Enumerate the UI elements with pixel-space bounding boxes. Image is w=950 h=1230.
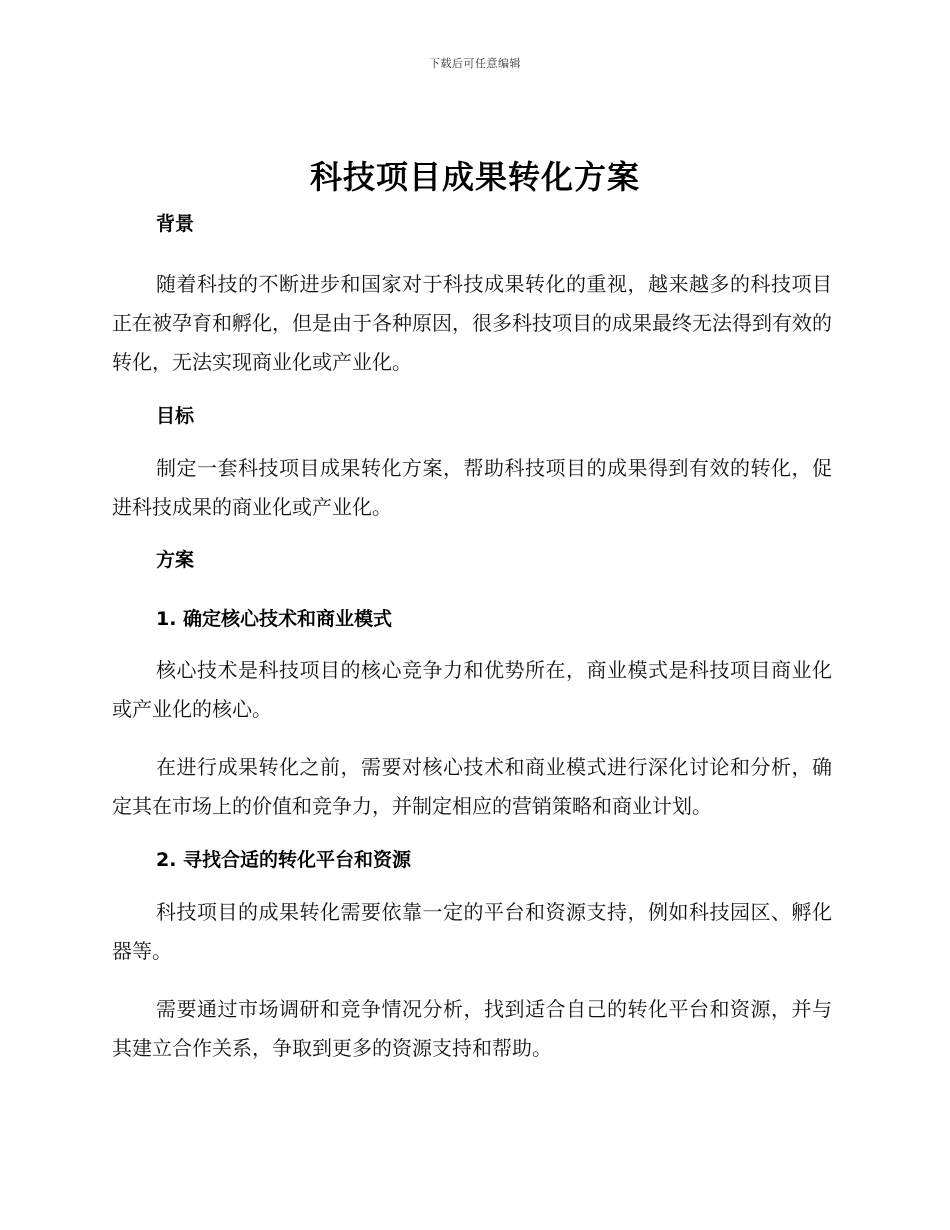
- paragraph-step1-core: 核心技术是科技项目的核心竞争力和优势所在，商业模式是科技项目商业化或产业化的核心。: [112, 658, 832, 721]
- section-heading-background: 背景: [156, 213, 195, 235]
- subheading-step2: 2. 寻找合适的转化平台和资源: [156, 849, 412, 871]
- paragraph-step2-platform: 科技项目的成果转化需要依靠一定的平台和资源支持，例如科技园区、孵化器等。: [112, 900, 832, 963]
- subheading-step1: 1. 确定核心技术和商业模式: [156, 608, 393, 630]
- paragraph-goal: 制定一套科技项目成果转化方案，帮助科技项目的成果得到有效的转化，促进科技成果的商业化或产业化。: [112, 456, 832, 519]
- header-note: 下载后可任意编辑: [429, 57, 521, 70]
- section-heading-goal: 目标: [156, 405, 195, 427]
- paragraph-step2-research: 需要通过市场调研和竞争情况分析，找到适合自己的转化平台和资源，并与其建立合作关系，争取到更多的资源支持和帮助。: [112, 997, 832, 1060]
- paragraph-background: 随着科技的不断进步和国家对于科技成果转化的重视，越来越多的科技项目正在被孕育和孵化，但是由于各种原因，很多科技项目的成果最终无法得到有效的转化，无法实现商业化或产业化。: [112, 272, 832, 374]
- document-title: 科技项目成果转化方案: [309, 158, 640, 196]
- paragraph-step1-analysis: 在进行成果转化之前，需要对核心技术和商业模式进行深化讨论和分析，确定其在市场上的价值和竞争力，并制定相应的营销策略和商业计划。: [112, 755, 832, 818]
- section-heading-plan: 方案: [156, 549, 195, 571]
- document-body: [112, 204, 832, 1068]
